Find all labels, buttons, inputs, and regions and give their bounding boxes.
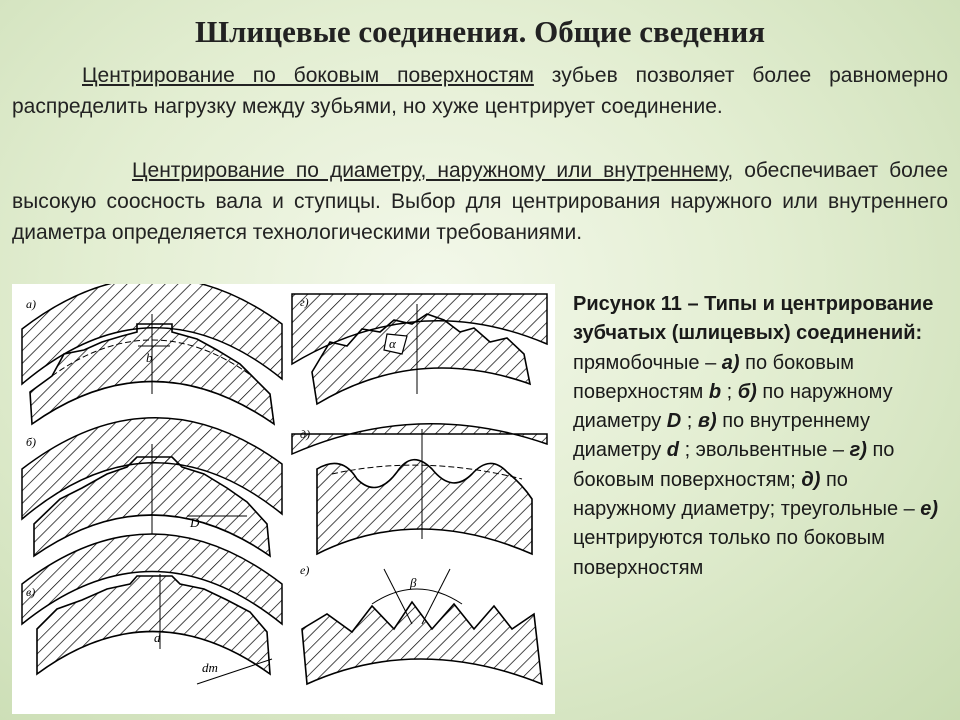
dimension-d-label: d — [154, 630, 161, 645]
dimension-D-label: D — [190, 515, 200, 530]
panel-d-label: г) — [300, 295, 309, 309]
dimension-alpha-label: α — [389, 336, 396, 351]
panel-e-label: д) — [300, 427, 311, 441]
figure-caption: Рисунок 11 – Типы и центрирование зубчатых (шлицевых) соединений: прямобочные – а) по боковым поверхностям b ; б) по наружному диаметру D ; в) по внутреннему диаметру d ; эвольвентные – г) по боковым поверхностям; д) по наружному диаметру; треугольные – е) центрируются только по боковым поверхностям — [573, 293, 939, 579]
panel-a-label: а) — [26, 297, 36, 311]
panel-c-drawing — [22, 534, 282, 684]
dimension-b-label: b — [146, 350, 153, 365]
spline-drawings — [12, 284, 555, 714]
panel-d-drawing — [292, 294, 547, 404]
panel-f-drawing — [300, 563, 542, 684]
panel-a-drawing — [22, 284, 282, 424]
dimension-dm-label: dm — [202, 660, 218, 675]
page-title: Шлицевые соединения. Общие сведения — [194, 14, 766, 49]
paragraph-text: , обеспечивает более высокую соосность вала и ступицы. Выбор для центрирования наружного или внутреннего диаметра определяется технологическими требованиями. — [12, 159, 948, 244]
paragraph-diameter-centering — [12, 155, 948, 248]
caption-heading: Рисунок 11 – Типы и центрирование зубчатых (шлицевых) соединений: — [573, 293, 934, 345]
underlined-term: Центрирование по боковым поверхностям — [82, 64, 534, 87]
dimension-beta-label: β — [410, 575, 417, 590]
paragraph-text: зубьев позволяет более равномерно распределить нагрузку между зубьями, но хуже центрирует соединение. — [12, 64, 948, 118]
panel-f-label: е) — [300, 563, 310, 577]
panel-b-label: б) — [26, 435, 37, 449]
panel-e-drawing — [292, 424, 547, 554]
panel-c-label: в) — [26, 585, 36, 599]
spline-types-figure — [12, 284, 555, 714]
paragraph-side-centering — [12, 60, 948, 122]
underlined-term: Центрирование по диаметру, наружному или внутреннему — [132, 159, 728, 182]
